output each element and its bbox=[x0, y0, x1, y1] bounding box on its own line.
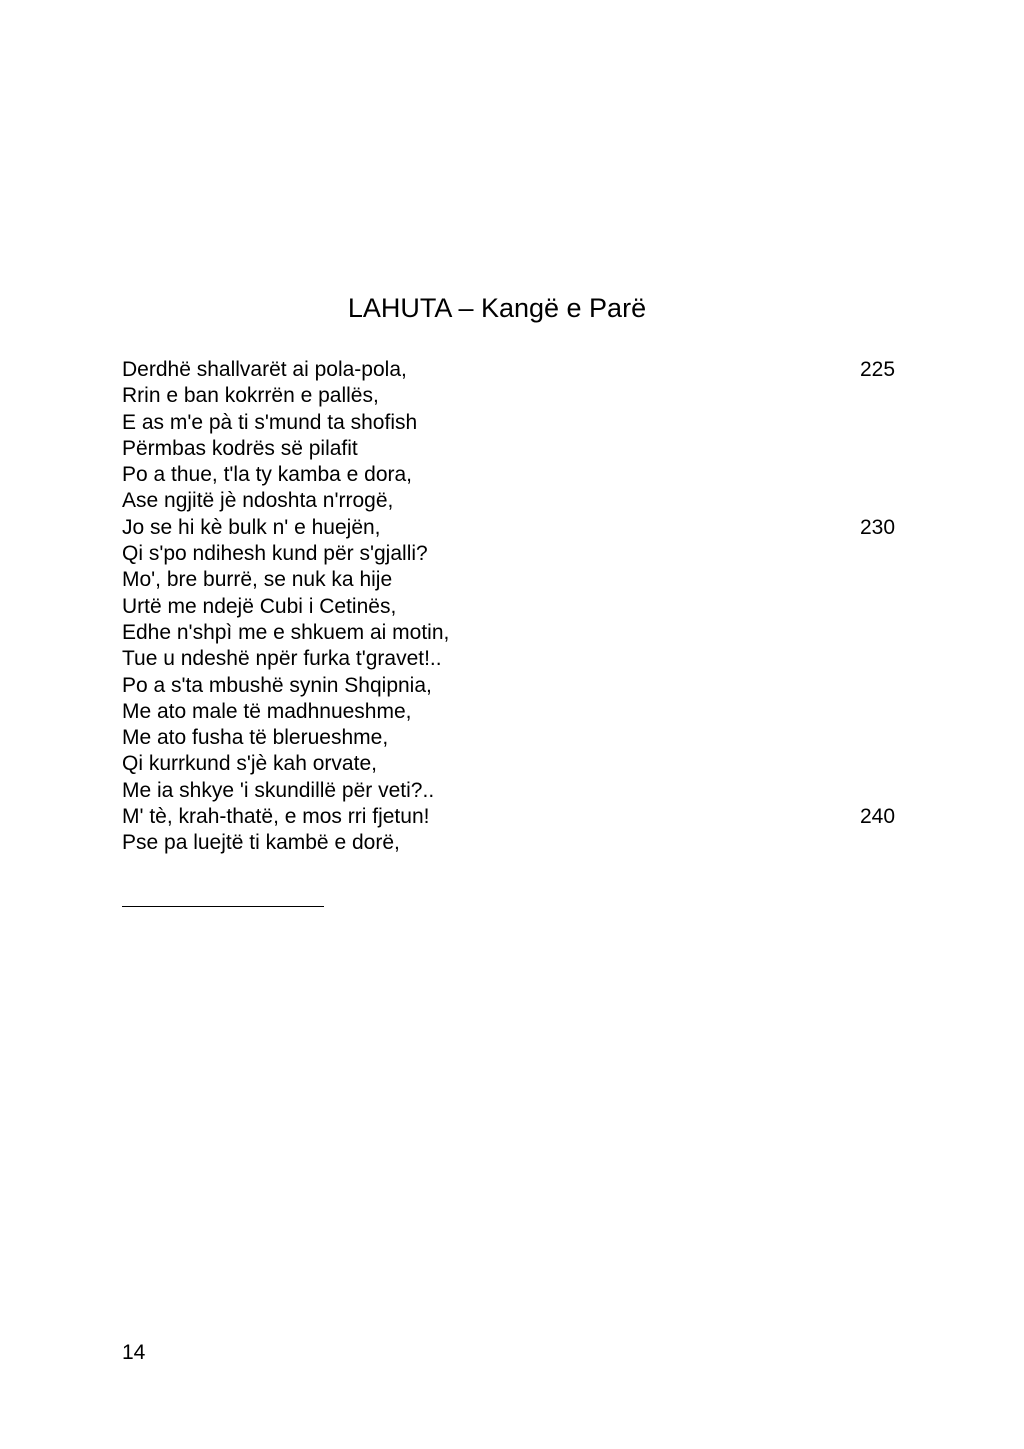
poem-line bbox=[122, 646, 912, 672]
poem-line bbox=[122, 567, 912, 593]
line-text: Po a s'ta mbushë synin Shqipnia, bbox=[122, 673, 432, 697]
line-text: Po a thue, t'la ty kamba e dora, bbox=[122, 463, 413, 487]
footnote-divider bbox=[122, 906, 324, 907]
poem-line bbox=[122, 804, 912, 830]
poem-line bbox=[122, 515, 912, 541]
poem-line bbox=[122, 357, 912, 383]
line-text: Pse pa luejtë ti kambë e dorë, bbox=[122, 831, 400, 855]
line-text: Urtë me ndejë Cubi i Cetinës, bbox=[122, 594, 397, 618]
line-text: Me ato male të madhnueshme, bbox=[122, 699, 412, 723]
poem-line bbox=[122, 594, 912, 620]
page-number: 14 bbox=[122, 1341, 146, 1364]
poem-line bbox=[122, 436, 912, 462]
poem-line bbox=[122, 488, 912, 514]
poem-line bbox=[122, 699, 912, 725]
line-text: Qi kurrkund s'jè kah orvate, bbox=[122, 752, 377, 776]
poem-line bbox=[122, 462, 912, 488]
line-text: Qi s'po ndihesh kund për s'gjalli? bbox=[122, 542, 428, 566]
poem-body bbox=[122, 357, 912, 857]
line-text: Ase ngjitë jè ndoshta n'rrogë, bbox=[122, 489, 394, 513]
poem-line bbox=[122, 725, 912, 751]
line-text: Përmbas kodrës së pilafit bbox=[122, 436, 358, 460]
line-text: M' tè, krah-thatë, e mos rri fjetun! bbox=[122, 805, 430, 829]
page-title: LAHUTA – Kangë e Parë bbox=[347, 293, 647, 323]
line-number: 225 bbox=[860, 358, 896, 381]
poem-line bbox=[122, 383, 912, 409]
line-text: Mo', bre burrë, se nuk ka hije bbox=[122, 568, 393, 592]
line-text: Derdhë shallvarët ai pola-pola, bbox=[122, 358, 407, 381]
line-text: Rrin e ban kokrrën e pallës, bbox=[122, 384, 379, 408]
line-number: 240 bbox=[860, 805, 896, 829]
poem-line bbox=[122, 830, 912, 856]
line-text: Me ia shkye 'i skundillë për veti?.. bbox=[122, 778, 435, 802]
line-text: Me ato fusha të blerueshme, bbox=[122, 726, 389, 750]
poem-line bbox=[122, 410, 912, 436]
poem-line bbox=[122, 541, 912, 567]
line-text: Edhe n'shpì me e shkuem ai motin, bbox=[122, 620, 450, 644]
poem-line bbox=[122, 620, 912, 646]
line-text: Tue u ndeshë npër furka t'gravet!.. bbox=[122, 647, 442, 671]
line-text: E as m'e pà ti s'mund ta shofish bbox=[122, 410, 418, 434]
line-number: 230 bbox=[860, 515, 896, 539]
poem-line bbox=[122, 778, 912, 804]
poem-line bbox=[122, 751, 912, 777]
line-text: Jo se hi kè bulk n' e huejën, bbox=[122, 515, 381, 539]
poem-line bbox=[122, 673, 912, 699]
